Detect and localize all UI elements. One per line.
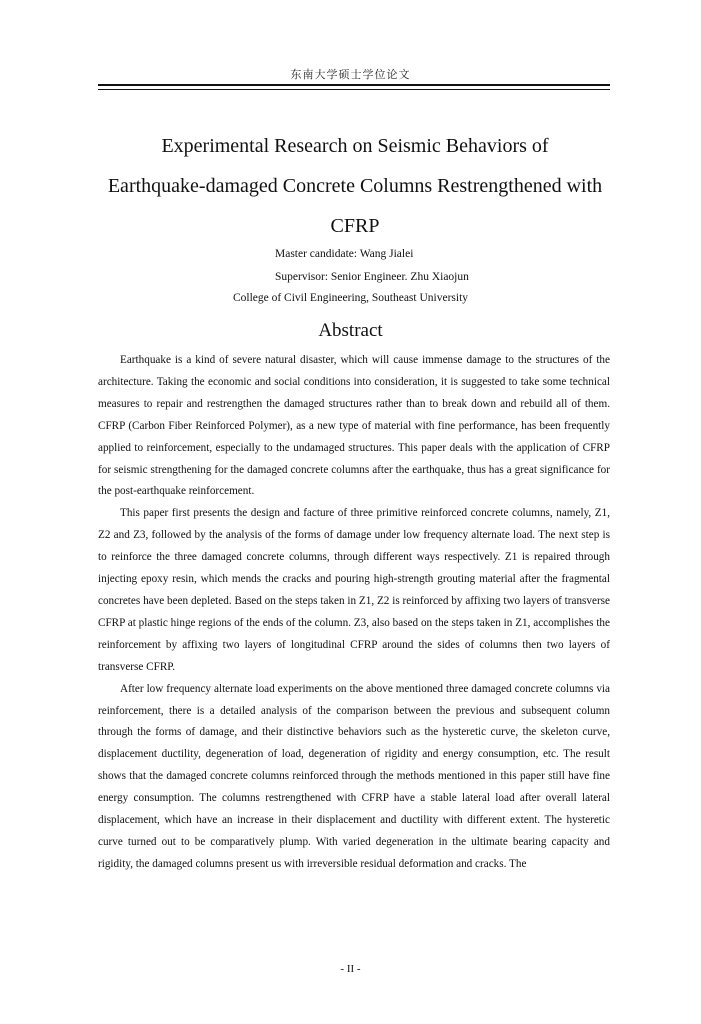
candidate-line: Master candidate: Wang Jialei [275,248,414,260]
affiliation-line: College of Civil Engineering, Southeast University [232,292,469,304]
abstract-paragraph-2: This paper first presents the design and facture of three primitive reinforced concrete columns, namely, Z1, Z2 and Z3, followed by the analysis of the forms of damage under low frequency alternate load. The next step is to reinforce the three damaged concrete columns, through different ways respectively. Z1 is repaired through injecting epoxy resin, which mends the cracks and pouring high-strength grouting material after the fragmental concretes have been depleted. Based on the steps taken in Z1, Z2 is reinforced by affixing two layers of transverse CFRP at plastic hinge regions of the ends of the column. Z3, also based on the steps taken in Z1, accomplishes the reinforcement by affixing two layers of longitudinal CFRP around the sides of columns then two layers of transverse CFRP. [98,507,610,673]
page-number: - II - [340,963,361,975]
header-rule [98,84,610,86]
supervisor-line: Supervisor: Senior Engineer. Zhu Xiaojun [275,271,469,283]
header-rule-thin [98,89,610,90]
page-title [60,126,650,246]
title-line-1: Experimental Research on Seismic Behaviors of [161,135,549,157]
abstract-heading: Abstract [318,320,383,341]
abstract-body [98,350,610,876]
abstract-paragraph-1: Earthquake is a kind of severe natural disaster, which will cause immense damage to the structures of the architecture. Taking the economic and social conditions into consideration, it is suggested to take some technical measures to repair and restrengthen the damaged structures rather than to break down and rebuild all of them. CFRP (Carbon Fiber Reinforced Polymer), as a new type of material with fine performance, has been frequently applied to reinforcement, especially to the undamaged structures. This paper deals with the application of CFRP for seismic strengthening for the damaged concrete columns after the earthquake, thus has a great significance for the post-earthquake reinforcement. [98,354,610,498]
title-line-3: CFRP [330,215,380,237]
title-line-2: Earthquake-damaged Concrete Columns Restrengthened with [107,175,603,197]
abstract-paragraph-3: After low frequency alternate load experiments on the above mentioned three damaged concrete columns via reinforcement, there is a detailed analysis of the comparison between the previous and subsequent column through the forms of damage, and their distinctive behaviors such as the hysteretic curve, the skeleton curve, displacement ductility, degeneration of load, degeneration of rigidity and energy consumption, etc. The result shows that the damaged concrete columns reinforced through the methods mentioned in this paper still have fine energy consumption. The columns restrengthened with CFRP have a stable lateral load after overall lateral displacement, which have an increase in their displacement and ductility with different extent. The hysteretic curve turned out to be comparatively plump. With varied degeneration in the ultimate bearing capacity and rigidity, the damaged columns present us with irreversible residual deformation and cracks. The [98,682,610,870]
running-header: 东南大学硕士学位论文 [290,69,411,81]
